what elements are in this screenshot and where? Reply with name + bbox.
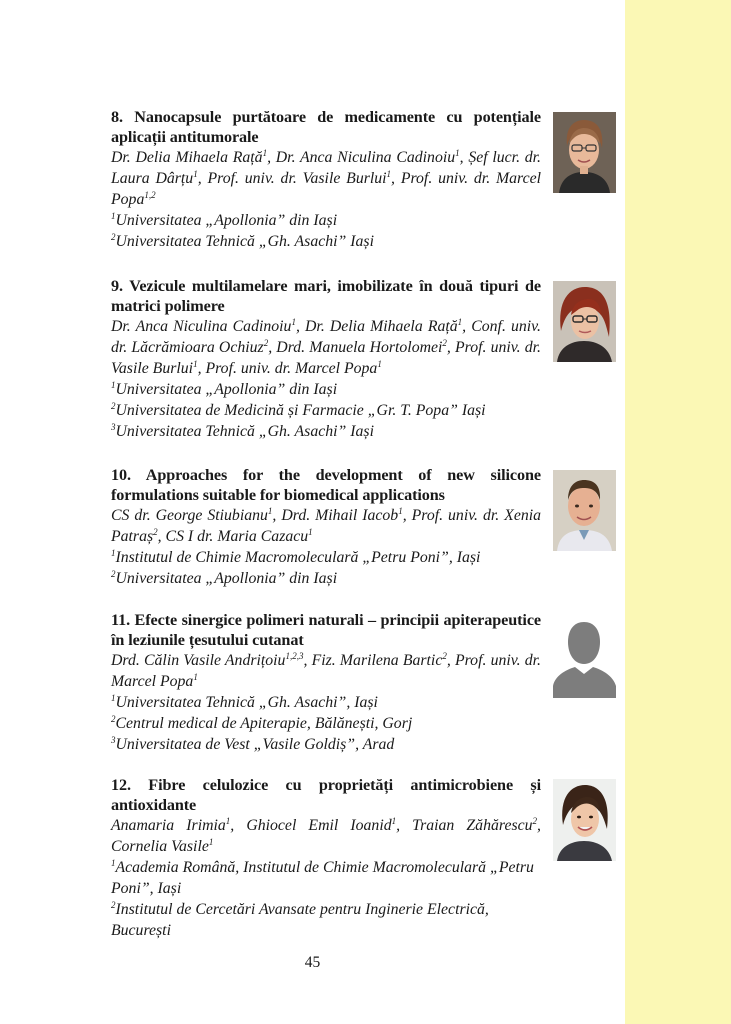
entry-authors: CS dr. George Stiubianu$^1$, Drd. Mihail Iacob$^1$, Prof. univ. dr. Xenia Patraș$^2$, CS I dr. Maria Cazacu$^1$ bbox=[111, 506, 542, 545]
author-name: Prof. univ. dr. Xenia Patraș bbox=[111, 507, 542, 545]
author-affiliation-mark: 1,2 bbox=[144, 190, 156, 200]
affiliation-text: Universitatea „Apollonia” din Iași bbox=[115, 381, 338, 398]
author-affiliation-mark: 1 bbox=[225, 816, 231, 826]
entry-authors: Anamaria Irimia$^1$, Ghiocel Emil Ioanid$^1$, Traian Zăhărescu$^2$, Cornelia Vasile$^1$ bbox=[111, 816, 541, 855]
entry-title: 12. Fibre celulozice cu proprietăți antimicrobiene și antioxidante bbox=[111, 776, 541, 814]
author-affiliation-mark: 1 bbox=[291, 317, 296, 327]
affiliation bbox=[111, 568, 541, 589]
author-name: Dr. Delia Mihaela Rață bbox=[305, 318, 458, 335]
entry-title: 8. Nanocapsule purtătoare de medicamente cu potențiale aplicații antitumorale bbox=[111, 108, 541, 146]
author-name: Șef lucr. dr. Laura Dârțu bbox=[111, 149, 542, 187]
affiliation-text: Universitatea de Vest „Vasile Goldiș”, Arad bbox=[115, 736, 395, 753]
author-name: Anamaria Irimia bbox=[111, 817, 226, 834]
page-number: 45 bbox=[304, 954, 321, 971]
affiliation-text: Academia Română, Institutul de Chimie Macromoleculară „Petru Poni”, Iași bbox=[111, 859, 534, 897]
author-name: Dr. Delia Mihaela Rață bbox=[111, 149, 263, 166]
affiliation-mark: 1 bbox=[111, 858, 116, 868]
affiliation-text: Universitatea Tehnică „Gh. Asachi” Iași bbox=[115, 423, 374, 440]
affiliation bbox=[111, 231, 541, 252]
affiliation-mark: 2 bbox=[111, 900, 116, 910]
affiliation-mark: 1 bbox=[111, 211, 116, 221]
affiliation-mark: 1 bbox=[111, 548, 116, 558]
entry-affiliations bbox=[111, 379, 541, 442]
affiliation-mark: 2 bbox=[111, 401, 116, 411]
affiliation-text: Institutul de Cercetări Avansate pentru Inginerie Electrică, București bbox=[111, 901, 489, 939]
author-name: Prof. univ. dr. Marcel Popa bbox=[111, 170, 541, 208]
affiliation bbox=[111, 734, 541, 755]
affiliation-text: Universitatea Tehnică „Gh. Asachi”, Iași bbox=[115, 694, 378, 711]
entry-11 bbox=[111, 610, 541, 755]
author-affiliation-mark: 1 bbox=[455, 148, 460, 158]
entry-12 bbox=[111, 775, 541, 941]
affiliation bbox=[111, 857, 541, 899]
author-photo-placeholder bbox=[553, 614, 616, 698]
author-name: Prof. univ. dr. Vasile Burlui bbox=[111, 339, 541, 377]
author-affiliation-mark: 1 bbox=[398, 506, 403, 516]
author-name: Ghiocel Emil Ioanid bbox=[246, 817, 392, 834]
author-name: Conf. univ. dr. Lăcrămioara Ochiuz bbox=[111, 318, 541, 356]
author-affiliation-mark: 1 bbox=[386, 169, 392, 179]
author-affiliation-mark: 1 bbox=[457, 317, 463, 327]
side-color-band bbox=[625, 0, 731, 1024]
affiliation bbox=[111, 692, 541, 713]
author-affiliation-mark: 2 bbox=[153, 527, 158, 537]
affiliation-mark: 2 bbox=[111, 232, 116, 242]
author-name: Dr. Anca Niculina Cadinoiu bbox=[111, 318, 292, 335]
author-affiliation-mark: 1 bbox=[377, 359, 382, 369]
author-name: Prof. univ. dr. Marcel Popa bbox=[111, 652, 541, 690]
author-affiliation-mark: 2 bbox=[263, 338, 269, 348]
author-affiliation-mark: 1 bbox=[391, 816, 397, 826]
author-name: Prof. univ. dr. Marcel Popa bbox=[205, 360, 378, 377]
author-affiliation-mark: 1 bbox=[308, 527, 313, 537]
author-name: CS I dr. Maria Cazacu bbox=[165, 528, 309, 545]
entry-title: 11. Efecte sinergice polimeri naturali – principii apiterapeutice în leziunile țesutului cutanat bbox=[111, 611, 541, 649]
author-affiliation-mark: 2 bbox=[532, 816, 538, 826]
author-photo-cadinoiu bbox=[553, 281, 616, 362]
affiliation bbox=[111, 899, 541, 941]
affiliation-text: Centrul medical de Apiterapie, Bălănești, Gorj bbox=[115, 715, 413, 732]
affiliation-mark: 3 bbox=[111, 735, 116, 745]
affiliation-mark: 1 bbox=[111, 693, 116, 703]
entry-9 bbox=[111, 276, 541, 442]
author-photo-stiubianu bbox=[553, 470, 616, 551]
affiliation-text: Universitatea „Apollonia” din Iași bbox=[115, 570, 338, 587]
author-affiliation-mark: 1,2,3 bbox=[285, 651, 304, 661]
entry-10 bbox=[111, 465, 541, 589]
affiliation-mark: 3 bbox=[111, 422, 116, 432]
author-name: CS dr. George Stiubianu bbox=[111, 507, 268, 524]
author-affiliation-mark: 1 bbox=[193, 169, 198, 179]
entry-title: 10. Approaches for the development of new silicone formulations suitable for biomedical applications bbox=[111, 466, 541, 504]
entry-affiliations bbox=[111, 210, 541, 252]
affiliation bbox=[111, 210, 541, 231]
author-name: Dr. Anca Niculina Cadinoiu bbox=[275, 149, 456, 166]
affiliation bbox=[111, 379, 541, 400]
affiliation-text: Universitatea „Apollonia” din Iași bbox=[115, 212, 338, 229]
author-affiliation-mark: 1 bbox=[262, 148, 268, 158]
entry-authors: Dr. Anca Niculina Cadinoiu$^1$, Dr. Delia Mihaela Rață$^1$, Conf. univ. dr. Lăcrămioara Ochiuz$^2$, Drd. Manuela Hortolomei$^2$, Prof. univ. dr. Vasile Burlui$^1$, Prof. univ. dr. Marcel Popa$^1$ bbox=[111, 317, 541, 377]
author-name: Drd. Călin Vasile Andrițoiu bbox=[111, 652, 286, 669]
author-name: Fiz. Marilena Bartic bbox=[311, 652, 443, 669]
author-affiliation-mark: 2 bbox=[442, 651, 447, 661]
affiliation-mark: 1 bbox=[111, 380, 116, 390]
entry-8 bbox=[111, 107, 541, 252]
entry-affiliations bbox=[111, 857, 541, 941]
author-name: Prof. univ. dr. Vasile Burlui bbox=[207, 170, 387, 187]
author-affiliation-mark: 1 bbox=[193, 672, 198, 682]
affiliation-mark: 2 bbox=[111, 569, 116, 579]
entry-authors: Dr. Delia Mihaela Rață$^1$, Dr. Anca Niculina Cadinoiu$^1$, Șef lucr. dr. Laura Dârțu$^1$, Prof. univ. dr. Vasile Burlui$^1$, Prof. univ. dr. Marcel Popa$^{1,2}$ bbox=[111, 148, 542, 208]
author-affiliation-mark: 1 bbox=[267, 506, 273, 516]
author-photo-rata bbox=[553, 112, 616, 193]
affiliation-mark: 2 bbox=[111, 714, 116, 724]
author-affiliation-mark: 1 bbox=[193, 359, 198, 369]
author-affiliation-mark: 2 bbox=[442, 338, 447, 348]
affiliation-text: Institutul de Chimie Macromoleculară „Petru Poni”, Iași bbox=[115, 549, 481, 566]
affiliation bbox=[111, 400, 541, 421]
entry-authors: Drd. Călin Vasile Andrițoiu$^{1,2,3}$, Fiz. Marilena Bartic$^2$, Prof. univ. dr. Marcel Popa$^1$ bbox=[111, 651, 541, 690]
entry-title: 9. Vezicule multilamelare mari, imobilizate în două tipuri de matrici polimere bbox=[111, 277, 541, 315]
author-affiliation-mark: 1 bbox=[208, 837, 214, 847]
author-name: Cornelia Vasile bbox=[111, 838, 209, 855]
entry-affiliations bbox=[111, 692, 541, 755]
entry-affiliations bbox=[111, 547, 541, 589]
affiliation bbox=[111, 713, 541, 734]
affiliation bbox=[111, 547, 541, 568]
affiliation bbox=[111, 421, 541, 442]
author-name: Traian Zăhărescu bbox=[412, 817, 533, 834]
author-name: Drd. Mihail Iacob bbox=[281, 507, 399, 524]
author-photo-irimia bbox=[553, 779, 616, 861]
affiliation-text: Universitatea de Medicină și Farmacie „Gr. T. Popa” Iași bbox=[115, 402, 486, 419]
author-name: Drd. Manuela Hortolomei bbox=[276, 339, 443, 356]
affiliation-text: Universitatea Tehnică „Gh. Asachi” Iași bbox=[115, 233, 374, 250]
